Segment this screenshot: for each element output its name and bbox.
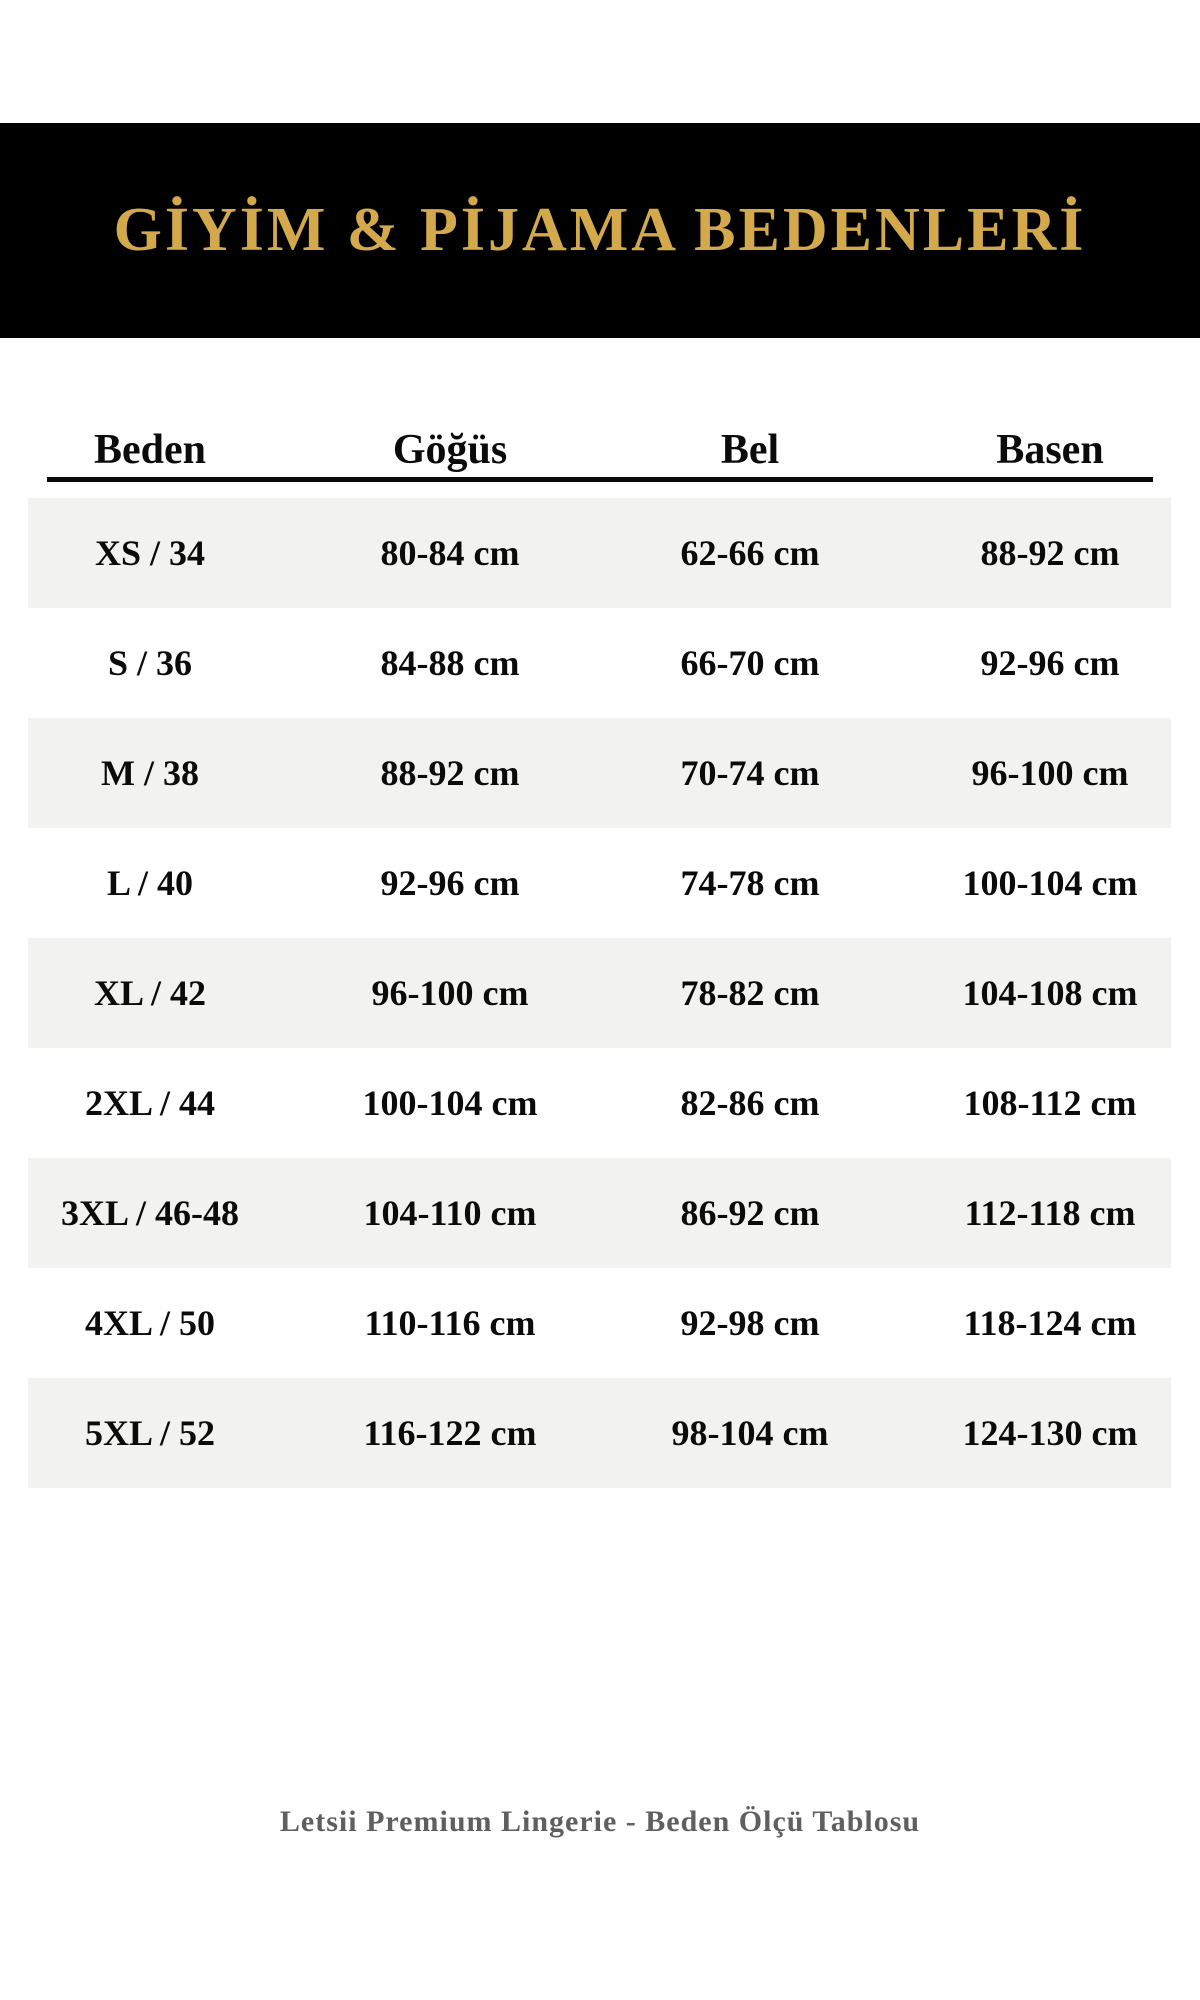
hips-cell: 108-112 cm [963, 1083, 1137, 1123]
size-cell: XL / 42 [93, 973, 207, 1013]
chest-cell: 110-116 cm [364, 1303, 536, 1343]
chest-cell: 96-100 cm [371, 973, 529, 1013]
hips-cell: 96-100 cm [971, 753, 1129, 793]
waist-cell: 62-66 cm [680, 533, 820, 573]
size-cell: S / 36 [107, 643, 193, 683]
title-banner [0, 123, 1200, 338]
chest-cell: 104-110 cm [363, 1193, 537, 1233]
waist-cell: 74-78 cm [680, 863, 820, 903]
waist-cell: 86-92 cm [680, 1193, 820, 1233]
hips-cell: 104-108 cm [962, 973, 1138, 1013]
page-title: GİYİM & PİJAMA BEDENLERİ [113, 196, 1087, 264]
column-header-chest: Göğüs [392, 427, 508, 473]
size-cell: L / 40 [106, 863, 194, 903]
table-row [0, 1048, 1200, 1158]
waist-cell: 98-104 cm [671, 1413, 829, 1453]
waist-cell: 78-82 cm [680, 973, 820, 1013]
waist-cell: 70-74 cm [680, 753, 820, 793]
size-cell: 4XL / 50 [84, 1303, 216, 1343]
size-cell: M / 38 [101, 753, 199, 793]
table-row [0, 828, 1200, 938]
hips-cell: 124-130 cm [962, 1413, 1138, 1453]
hips-cell: 112-118 cm [964, 1193, 1136, 1233]
header-divider [47, 477, 1153, 482]
chest-cell: 88-92 cm [380, 753, 520, 793]
chest-cell: 92-96 cm [380, 863, 520, 903]
size-cell: 2XL / 44 [84, 1083, 216, 1123]
size-cell: XS / 34 [94, 533, 206, 573]
waist-cell: 82-86 cm [680, 1083, 820, 1123]
chest-cell: 100-104 cm [362, 1083, 538, 1123]
chest-cell: 80-84 cm [380, 533, 520, 573]
column-header-hips: Basen [996, 427, 1104, 473]
chest-cell: 84-88 cm [380, 643, 520, 683]
table-row [0, 1268, 1200, 1378]
table-row [0, 1158, 1200, 1268]
hips-cell: 92-96 cm [980, 643, 1120, 683]
size-table-body [0, 498, 1200, 1488]
column-header-waist: Bel [720, 427, 780, 473]
hips-cell: 88-92 cm [980, 533, 1120, 573]
table-row [0, 608, 1200, 718]
chest-cell: 116-122 cm [363, 1413, 537, 1453]
hips-cell: 100-104 cm [962, 863, 1138, 903]
table-row [0, 938, 1200, 1048]
table-row [0, 718, 1200, 828]
footer-caption: Letsii Premium Lingerie - Beden Ölçü Tablosu [279, 1805, 921, 1838]
table-row [0, 498, 1200, 608]
table-header-row [0, 424, 1200, 476]
waist-cell: 92-98 cm [680, 1303, 820, 1343]
hips-cell: 118-124 cm [963, 1303, 1137, 1343]
column-header-size: Beden [93, 427, 206, 473]
waist-cell: 66-70 cm [680, 643, 820, 683]
size-cell: 3XL / 46-48 [60, 1193, 239, 1233]
size-cell: 5XL / 52 [84, 1413, 216, 1453]
table-row [0, 1378, 1200, 1488]
